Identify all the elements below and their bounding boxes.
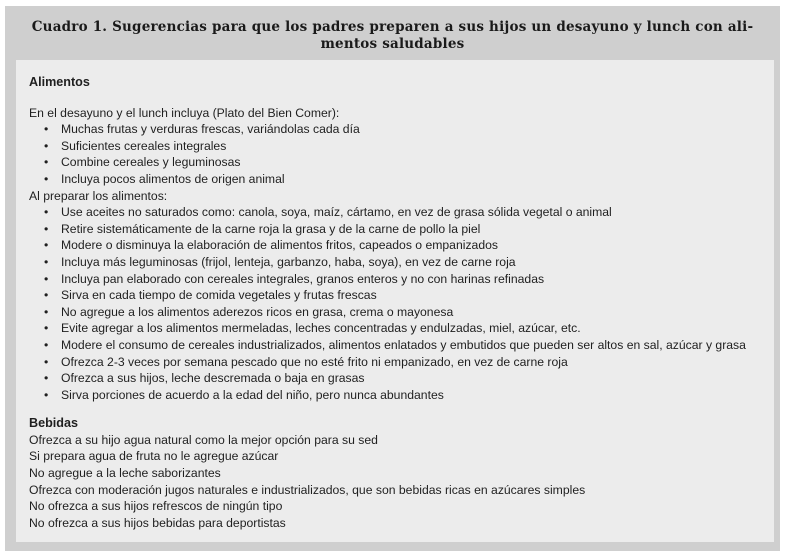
bebidas-line: No agregue a la leche saborizantes xyxy=(29,466,221,481)
list-item: • Incluya más leguminosas (frijol, lenteja, garbanzo, haba, soya), en vez de carne roja xyxy=(29,254,769,271)
list-item: • Muchas frutas y verduras frescas, variándolas cada día xyxy=(29,121,769,138)
table-title-line-1: Cuadro 1. Sugerencias para que los padres preparen a sus hijos un desayuno y lunch con ali- xyxy=(31,19,754,35)
alimentos-heading: Alimentos xyxy=(29,75,90,89)
list-item: • Ofrezca a sus hijos, leche descremada o baja en grasas xyxy=(29,370,769,387)
list-item: • No agregue a los alimentos aderezos ricos en grasa, crema o mayonesa xyxy=(29,304,769,321)
list-item: • Modere el consumo de cereales industrializados, alimentos enlatados y embutidos que pueden ser altos en sal, azúcar y grasa xyxy=(29,337,769,354)
list-item: • Retire sistemáticamente de la carne roja la grasa y de la carne de pollo la piel xyxy=(29,221,769,238)
list-item: • Sirva en cada tiempo de comida vegetales y frutas frescas xyxy=(29,287,769,304)
alimentos-intro: En el desayuno y el lunch incluya (Plato del Bien Comer): xyxy=(29,105,340,120)
alimentos-prep-intro: Al preparar los alimentos: xyxy=(29,188,168,203)
alimentos-prep-list xyxy=(29,204,769,403)
bebidas-line: No ofrezca a sus hijos refrescos de ningún tipo xyxy=(29,499,283,514)
list-item: • Evite agregar a los alimentos mermeladas, leches concentradas y endulzadas, miel, azúcar, etc. xyxy=(29,320,769,337)
list-item: • Ofrezca 2-3 veces por semana pescado que no esté frito ni empanizado, en vez de carne roja xyxy=(29,354,769,371)
list-item: • Modere o disminuya la elaboración de alimentos fritos, capeados o empanizados xyxy=(29,237,769,254)
table-title-line-2: mentos saludables xyxy=(320,36,465,52)
list-item: • Use aceites no saturados como: canola, soya, maíz, cártamo, en vez de grasa sólida vegetal o animal xyxy=(29,204,769,221)
alimentos-intro-list xyxy=(29,121,769,187)
bebidas-line: No ofrezca a sus hijos bebidas para deportistas xyxy=(29,515,286,530)
table-content xyxy=(29,74,769,531)
table-frame xyxy=(5,6,780,551)
table-body xyxy=(16,60,774,542)
bebidas-line: Ofrezca con moderación jugos naturales e industrializados, que son bebidas ricas en azúcares simples xyxy=(29,482,586,497)
bebidas-line: Ofrezca a su hijo agua natural como la mejor opción para su sed xyxy=(29,432,378,447)
list-item: • Incluya pocos alimentos de origen animal xyxy=(29,171,769,188)
bebidas-line: Si prepara agua de fruta no le agregue azúcar xyxy=(29,449,279,464)
list-item: • Incluya pan elaborado con cereales integrales, granos enteros y no con harinas refinadas xyxy=(29,271,769,288)
list-item: • Combine cereales y leguminosas xyxy=(29,154,769,171)
list-item: • Sirva porciones de acuerdo a la edad del niño, pero nunca abundantes xyxy=(29,387,769,404)
list-item: • Suficientes cereales integrales xyxy=(29,138,769,155)
bebidas-heading: Bebidas xyxy=(29,416,78,431)
table-title xyxy=(5,19,780,53)
